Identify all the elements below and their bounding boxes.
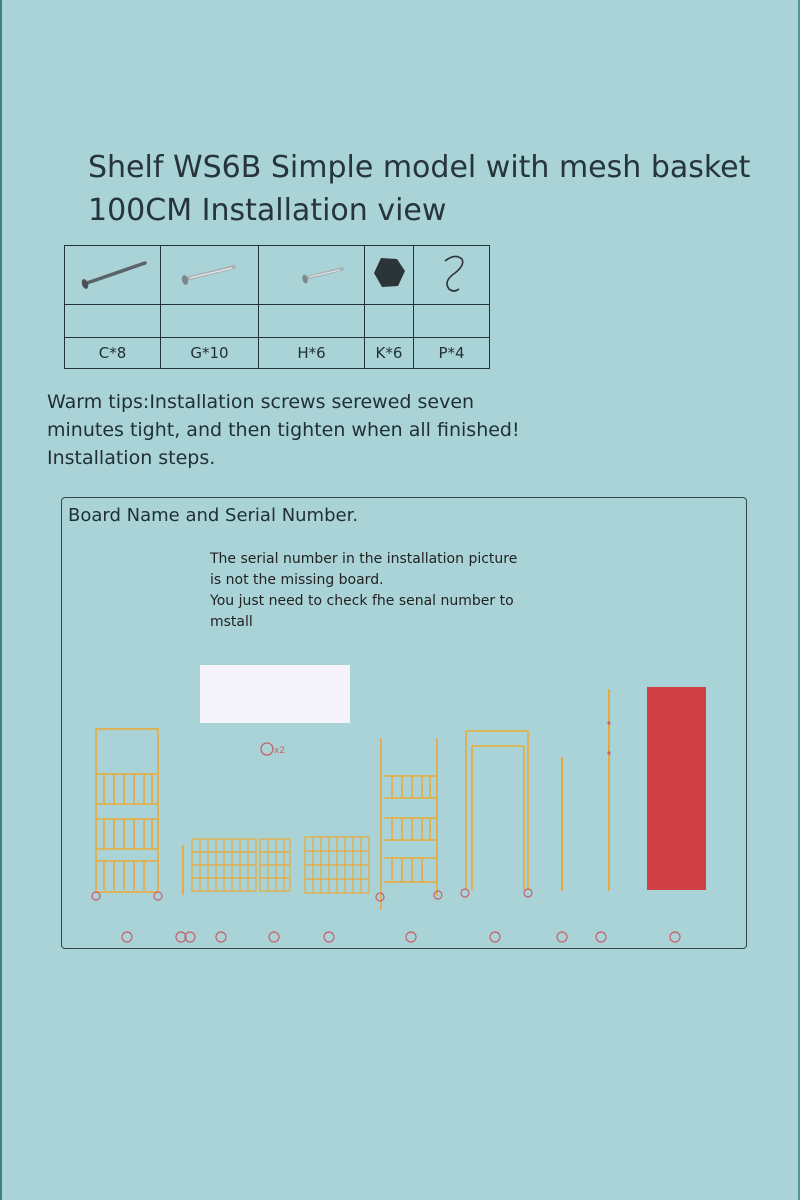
side-frame-2 [381, 738, 437, 910]
serial-badge-4 [216, 932, 226, 942]
serial-note-line-3: You just need to check fhe senal number to [210, 593, 514, 609]
serial-note-line-1: The serial number in the installation picture [210, 551, 518, 567]
foot-pad-icon [369, 253, 409, 293]
caster-3a [461, 889, 469, 897]
caster-3b [524, 889, 532, 897]
serial-badge-10 [596, 932, 606, 942]
part-cell-c [65, 246, 161, 305]
page-title [88, 146, 768, 232]
mesh-basket-2 [260, 839, 290, 891]
serial-badge-5 [269, 932, 279, 942]
serial-badges [122, 932, 680, 942]
part-cell-k [365, 246, 414, 305]
part-label-c: C*8 [65, 338, 161, 369]
serial-badge-7 [406, 932, 416, 942]
caster-1a [92, 892, 100, 900]
long-screw-icon [73, 253, 153, 293]
pole-2-hole-b [607, 751, 610, 754]
serial-badge-9 [557, 932, 567, 942]
short-screw-icon [272, 253, 352, 293]
parts-drawing [62, 498, 746, 948]
pole-2-hole-a [607, 721, 610, 724]
serial-badge-8 [490, 932, 500, 942]
part-cell-h [259, 246, 365, 305]
tips-line-2: minutes tight, and then tighten when all finished! [47, 419, 520, 441]
open-frame [466, 731, 528, 890]
serial-note-line-4: mstall [210, 614, 253, 630]
serial-badge-1 [122, 932, 132, 942]
caster-1b [154, 892, 162, 900]
caster-2a [376, 893, 384, 901]
serial-badge-6 [324, 932, 334, 942]
board-panel-title: Board Name and Serial Number. [68, 505, 359, 526]
tips-line-1: Warm tips:Installation screws serewed seven [47, 391, 475, 413]
warm-tips [47, 388, 607, 472]
part-count-label: x2 [274, 746, 286, 756]
part-badge-small [261, 743, 273, 755]
caster-2b [434, 891, 442, 899]
part-label-g: G*10 [161, 338, 259, 369]
title-line-2: 100CM Installation view [88, 193, 447, 228]
tips-line-3: Installation steps. [47, 447, 216, 469]
serial-badge-11 [670, 932, 680, 942]
mesh-basket-1 [183, 839, 256, 895]
mesh-basket-3 [305, 837, 369, 893]
serial-note-line-2: is not the missing board. [210, 572, 384, 588]
part-cell-p [414, 246, 490, 305]
parts-icon-row [65, 246, 490, 305]
part-label-p: P*4 [414, 338, 490, 369]
parts-table [64, 245, 490, 369]
title-line-1: Shelf WS6B Simple model with mesh basket [88, 150, 751, 185]
part-label-k: K*6 [365, 338, 414, 369]
parts-label-row [65, 338, 490, 369]
s-hook-icon [427, 251, 477, 295]
board-panel [61, 497, 747, 949]
page-edge-left [0, 0, 2, 1200]
part-cell-g [161, 246, 259, 305]
side-frame-1 [96, 729, 158, 892]
medium-screw-icon [170, 253, 250, 293]
parts-blank-row [65, 305, 490, 338]
part-label-h: H*6 [259, 338, 365, 369]
